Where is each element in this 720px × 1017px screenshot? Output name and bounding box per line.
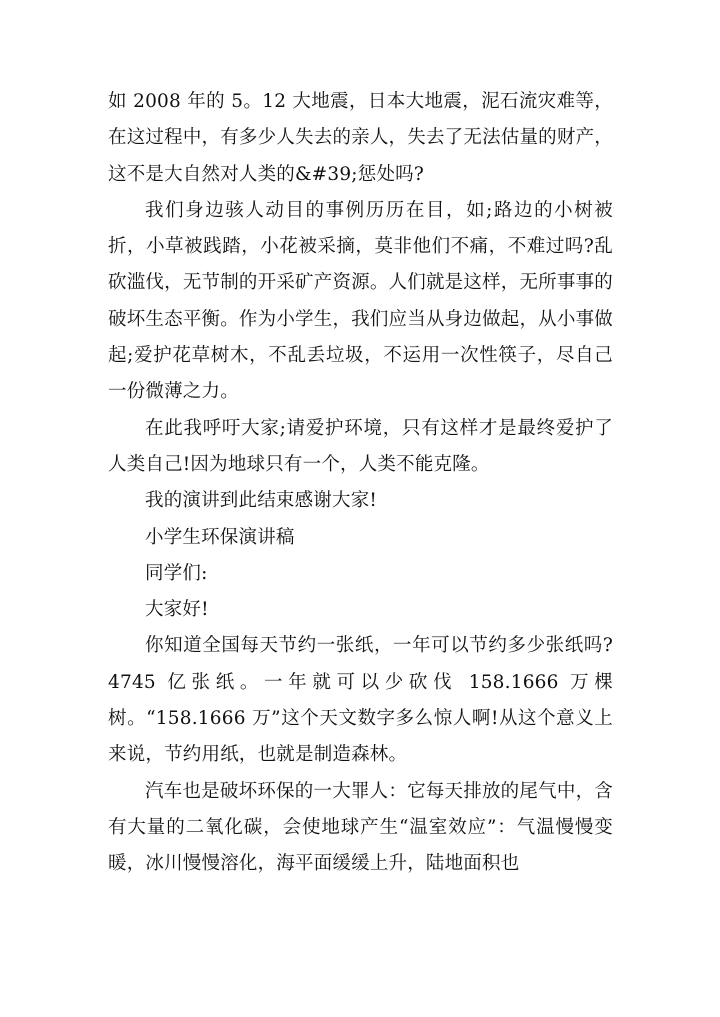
greeting: 大家好! [145, 599, 209, 621]
paragraph: 在此我呼吁大家;请爱护环境，只有这样才是最终爱护了人类自己!因为地球只有一个，人类不能克隆。 [108, 417, 613, 475]
speech-title: 小学生环保演讲稿 [145, 526, 295, 548]
salutation: 同学们: [145, 562, 208, 584]
paragraph: 汽车也是破坏环保的一大罪人：它每天排放的尾气中，含有大量的二氧化碳，会使地球产生“温室效应”：气温慢慢变暖，冰川慢慢溶化，海平面缓缓上升，陆地面积也 [108, 780, 613, 875]
closing-line: 我的演讲到此结束感谢大家! [145, 490, 378, 512]
paragraph: 你知道全国每天节约一张纸，一年可以节约多少张纸吗?4745 亿张纸。一年就可以少砍伐 158.1666 万棵树。“158.1666 万”这个天文数字多么惊人啊!从这个意义上来说，节约用纸，也就是制造森林。 [108, 635, 613, 766]
paragraph: 我们身边骇人动目的事例历历在目，如;路边的小树被折，小草被践踏，小花被采摘，莫非他们不痛，不难过吗?乱砍滥伐，无节制的开采矿产资源。人们就是这样，无所事事的破坏生态平衡。作为小学生，我们应当从身边做起，从小事做起;爱护花草树木，不乱丢垃圾，不运用一次性筷子，尽自己一份微薄之力。 [108, 199, 613, 403]
document-body [108, 84, 613, 883]
paragraph: 如 2008 年的 5。12 大地震，日本大地震，泥石流灾难等，在这过程中，有多少人失去的亲人，失去了无法估量的财产，这不是大自然对人类的&#39;惩处吗? [108, 91, 613, 185]
